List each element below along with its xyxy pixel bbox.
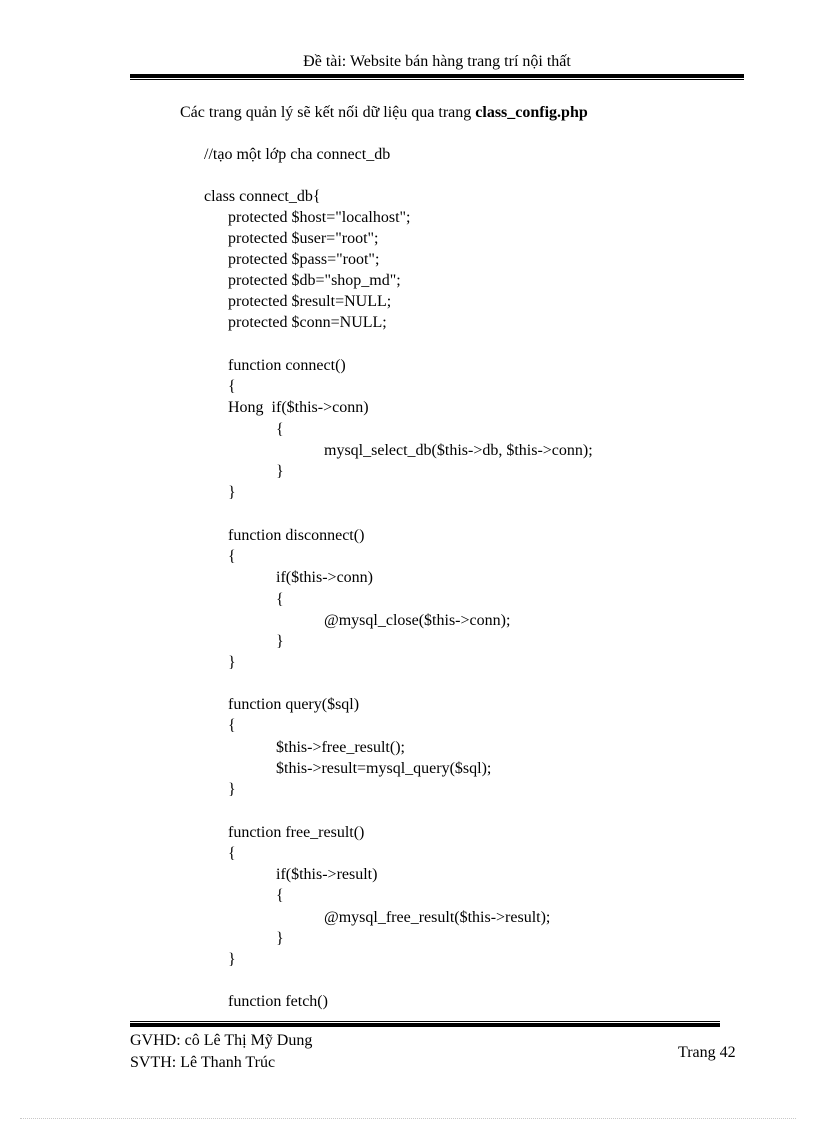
code-line: }: [228, 654, 236, 671]
code-line: protected $user="root";: [228, 230, 379, 247]
code-line: function fetch(): [228, 993, 328, 1010]
code-line: {: [228, 378, 236, 395]
intro-text: Các trang quản lý sẽ kết nối dữ liệu qua trang: [180, 104, 476, 121]
document-title: Đề tài: Website bán hàng trang trí nội thất: [303, 53, 571, 70]
code-line: }: [276, 930, 284, 947]
code-line: {: [276, 421, 284, 438]
code-line: protected $db="shop_md";: [228, 272, 401, 289]
page-number: Trang 42: [678, 1044, 736, 1061]
code-line: protected $pass="root";: [228, 251, 380, 268]
code-line: {: [228, 717, 236, 734]
config-filename: class_config.php: [475, 104, 588, 121]
code-line: }: [276, 633, 284, 650]
footer-credits: [130, 1030, 312, 1074]
code-line: }: [228, 781, 236, 798]
code-line: Hong if($this->conn): [228, 399, 369, 416]
code-line: @mysql_free_result($this->result);: [324, 909, 551, 926]
code-line: protected $result=NULL;: [228, 293, 392, 310]
code-line: }: [276, 463, 284, 480]
footer-rule-thick: [130, 1023, 720, 1027]
footer-student: SVTH: Lê Thanh Trúc: [130, 1054, 276, 1071]
page-edge-divider: [20, 1118, 796, 1119]
code-line: protected $host="localhost";: [228, 209, 411, 226]
code-line: //tạo một lớp cha connect_db: [204, 146, 391, 163]
code-line: class connect_db{: [204, 188, 321, 205]
header-rule-thick: [130, 74, 744, 78]
code-line: function connect(): [228, 357, 346, 374]
intro-paragraph: [180, 102, 588, 124]
code-line: function free_result(): [228, 824, 365, 841]
code-line: mysql_select_db($this->db, $this->conn);: [324, 442, 593, 459]
code-line: $this->free_result();: [276, 739, 405, 756]
code-line: {: [276, 591, 284, 608]
code-line: protected $conn=NULL;: [228, 314, 387, 331]
code-line: function disconnect(): [228, 527, 365, 544]
code-line: if($this->result): [276, 866, 378, 883]
code-line: }: [228, 951, 236, 968]
code-line: {: [228, 548, 236, 565]
footer-rule-thin: [130, 1021, 720, 1022]
code-line: {: [276, 887, 284, 904]
footer-supervisor: GVHD: cô Lê Thị Mỹ Dung: [130, 1032, 313, 1049]
code-line: {: [228, 845, 236, 862]
code-line: $this->result=mysql_query($sql);: [276, 760, 492, 777]
code-line: function query($sql): [228, 696, 360, 713]
code-line: }: [228, 484, 236, 501]
header-rule-thin: [130, 79, 744, 80]
code-line: if($this->conn): [276, 569, 373, 586]
code-line: @mysql_close($this->conn);: [324, 612, 511, 629]
